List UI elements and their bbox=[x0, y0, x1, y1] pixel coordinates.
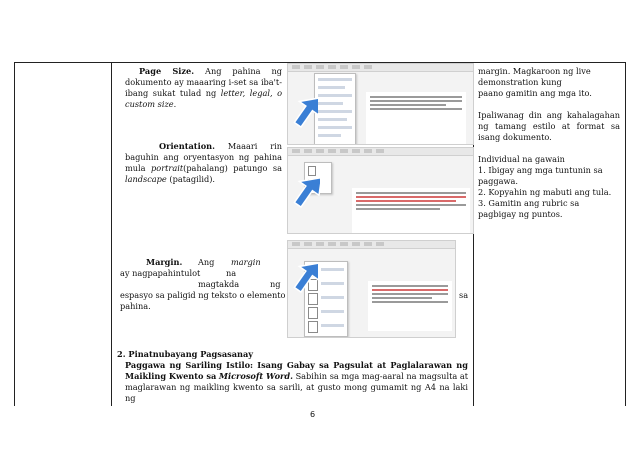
doc-preview-1 bbox=[366, 92, 466, 144]
right-column-notes: margin. Magkaroon ng live demonstration kung paano gamitin ang mga ito. Ipaliwanag din ang kahalagahan ng tamang estilo at format sa isang dokumento. Individual na gawain 1. Ibigay ang mga tuntunin sa paggawa. 2. Kopyahin ng mabuti ang tula. 3. Gamitin ang rubric sa pagbigay ng puntos. bbox=[478, 66, 620, 219]
section-2: 2. Pinatnubayang Pagsasanay Paggawa ng Sariling Istilo: Isang Gabay sa Pagsulat at Paglalarawan ng Maikling Kwento sa Microsoft Word. Sabihin sa mga mag-aaral na magsulta at maglarawan ng maikling kwento sa sarili, at gusto mong gumamit ng A4 na laki ng bbox=[117, 349, 469, 403]
page-number: 6 bbox=[310, 410, 316, 419]
pointer-arrow-icon bbox=[290, 90, 318, 130]
page-size-paragraph: Page Size. Ang pahina ng dokumento ay maaaring i-set sa iba't- ibang sukat tulad ng letter, legal, o custom size. bbox=[125, 66, 282, 109]
pointer-arrow-icon bbox=[290, 255, 318, 295]
margin-title: Margin. bbox=[146, 257, 183, 267]
orientation-title: Orientation. bbox=[159, 141, 215, 151]
margin-trailing-word: sa bbox=[459, 290, 469, 300]
table-border-left bbox=[14, 62, 15, 406]
doc-preview-3 bbox=[368, 281, 452, 331]
table-divider-1 bbox=[111, 62, 112, 406]
size-dropdown-menu bbox=[314, 73, 356, 145]
table-border-right bbox=[625, 62, 626, 406]
orientation-paragraph: Orientation. Maaari rin baguhin ang oryentasyon ng pahina mula portrait(pahalang) patungo sa landscape (patagilid). bbox=[125, 141, 283, 184]
doc-preview-2 bbox=[352, 188, 470, 233]
section-2-heading: Pinatnubayang Pagsasanay bbox=[128, 349, 254, 359]
page-size-title: Page Size. bbox=[139, 66, 195, 76]
size-menu-screenshot bbox=[287, 63, 474, 145]
margins-menu-screenshot bbox=[287, 240, 456, 338]
pointer-arrow-icon bbox=[290, 170, 320, 210]
orientation-menu-screenshot bbox=[287, 147, 474, 234]
margin-paragraph: Margin. Ang margin ay nagpapahintulot na magtakda ng espasyo sa paligid ng teksto o elemento pahina. bbox=[120, 257, 286, 311]
